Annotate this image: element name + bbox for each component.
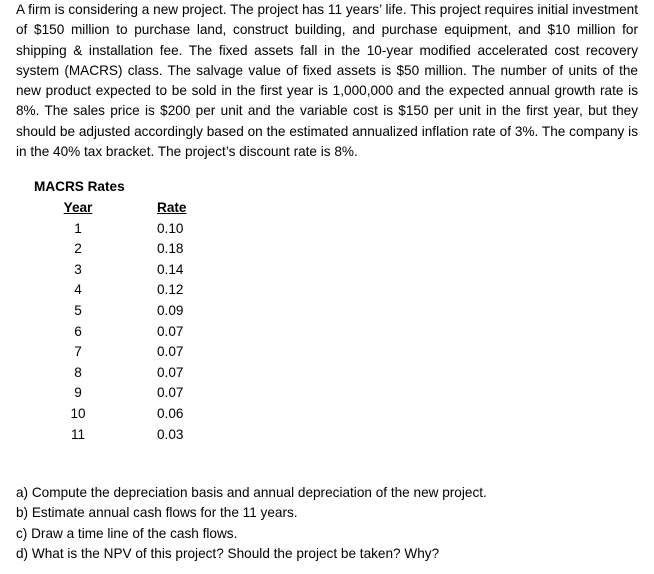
rate-cell: 0.07: [157, 385, 184, 401]
year-cell: 5: [74, 302, 82, 318]
table-row: [50, 301, 201, 322]
column-spacer: [106, 239, 157, 260]
macrs-header-row: [50, 198, 201, 219]
year-cell: 2: [74, 241, 82, 257]
table-row: [50, 219, 201, 240]
rate-cell: 0.07: [157, 344, 184, 360]
year-cell: 3: [74, 261, 82, 277]
table-row: [50, 342, 201, 363]
year-cell: 10: [70, 405, 86, 421]
question-b: b) Estimate annual cash flows for the 11 years.: [16, 505, 298, 521]
year-cell: 7: [74, 344, 82, 360]
rate-cell: 0.14: [157, 261, 184, 277]
rate-cell: 0.18: [157, 241, 184, 257]
question-c: c) Draw a time line of the cash flows.: [16, 525, 238, 541]
macrs-table-title: MACRS Rates: [34, 179, 125, 194]
table-row: [50, 363, 201, 384]
rate-cell: 0.09: [157, 302, 184, 318]
column-spacer: [106, 425, 157, 446]
question-d: d) What is the NPV of this project? Should the project be taken? Why?: [16, 545, 440, 561]
macrs-rates-table: [50, 198, 201, 445]
table-row: [50, 260, 201, 281]
rate-cell: 0.07: [157, 323, 184, 339]
year-cell: 4: [74, 282, 82, 298]
column-spacer: [106, 198, 157, 219]
column-spacer: [106, 404, 157, 425]
table-row: [50, 383, 201, 404]
question-list: [16, 483, 487, 564]
problem-statement: A firm is considering a new project. The project has 11 years’ life. This project requires initial investment of $150 million to purchase land, construct building, and purchase equipment, and $10 million for shipping & installation fee. The fixed assets fall in the 10-year modified accelerated cost recovery system (MACRS) class. The salvage value of fixed assets is $50 million. The number of units of the new product expected to be sold in the first year is 1,000,000 and the expected annual growth rate is 8%. The sales price is $200 per unit and the variable cost is $150 per unit in the first year, but they should be adjusted accordingly based on the estimated annualized inflation rate of 3%. The company is in the 40% tax bracket. The project’s discount rate is 8%.: [16, 2, 638, 160]
year-cell: 6: [74, 323, 82, 339]
year-column-header: Year: [63, 200, 93, 215]
rate-cell: 0.12: [157, 282, 184, 298]
year-cell: 1: [74, 220, 82, 236]
rate-cell: 0.10: [157, 220, 184, 236]
column-spacer: [106, 280, 157, 301]
table-row: [50, 425, 201, 446]
table-row: [50, 280, 201, 301]
column-spacer: [106, 301, 157, 322]
column-spacer: [106, 219, 157, 240]
year-cell: 8: [74, 364, 82, 380]
rate-cell: 0.06: [157, 405, 184, 421]
table-row: [50, 322, 201, 343]
table-row: [50, 404, 201, 425]
column-spacer: [106, 260, 157, 281]
column-spacer: [106, 383, 157, 404]
question-a: a) Compute the depreciation basis and annual depreciation of the new project.: [16, 485, 487, 500]
column-spacer: [106, 322, 157, 343]
table-row: [50, 239, 201, 260]
year-cell: 9: [74, 385, 82, 401]
rate-cell: 0.07: [157, 364, 184, 380]
column-spacer: [106, 342, 157, 363]
rate-cell: 0.03: [157, 426, 184, 442]
year-cell: 11: [70, 426, 86, 442]
rate-column-header: Rate: [157, 200, 187, 215]
column-spacer: [106, 363, 157, 384]
